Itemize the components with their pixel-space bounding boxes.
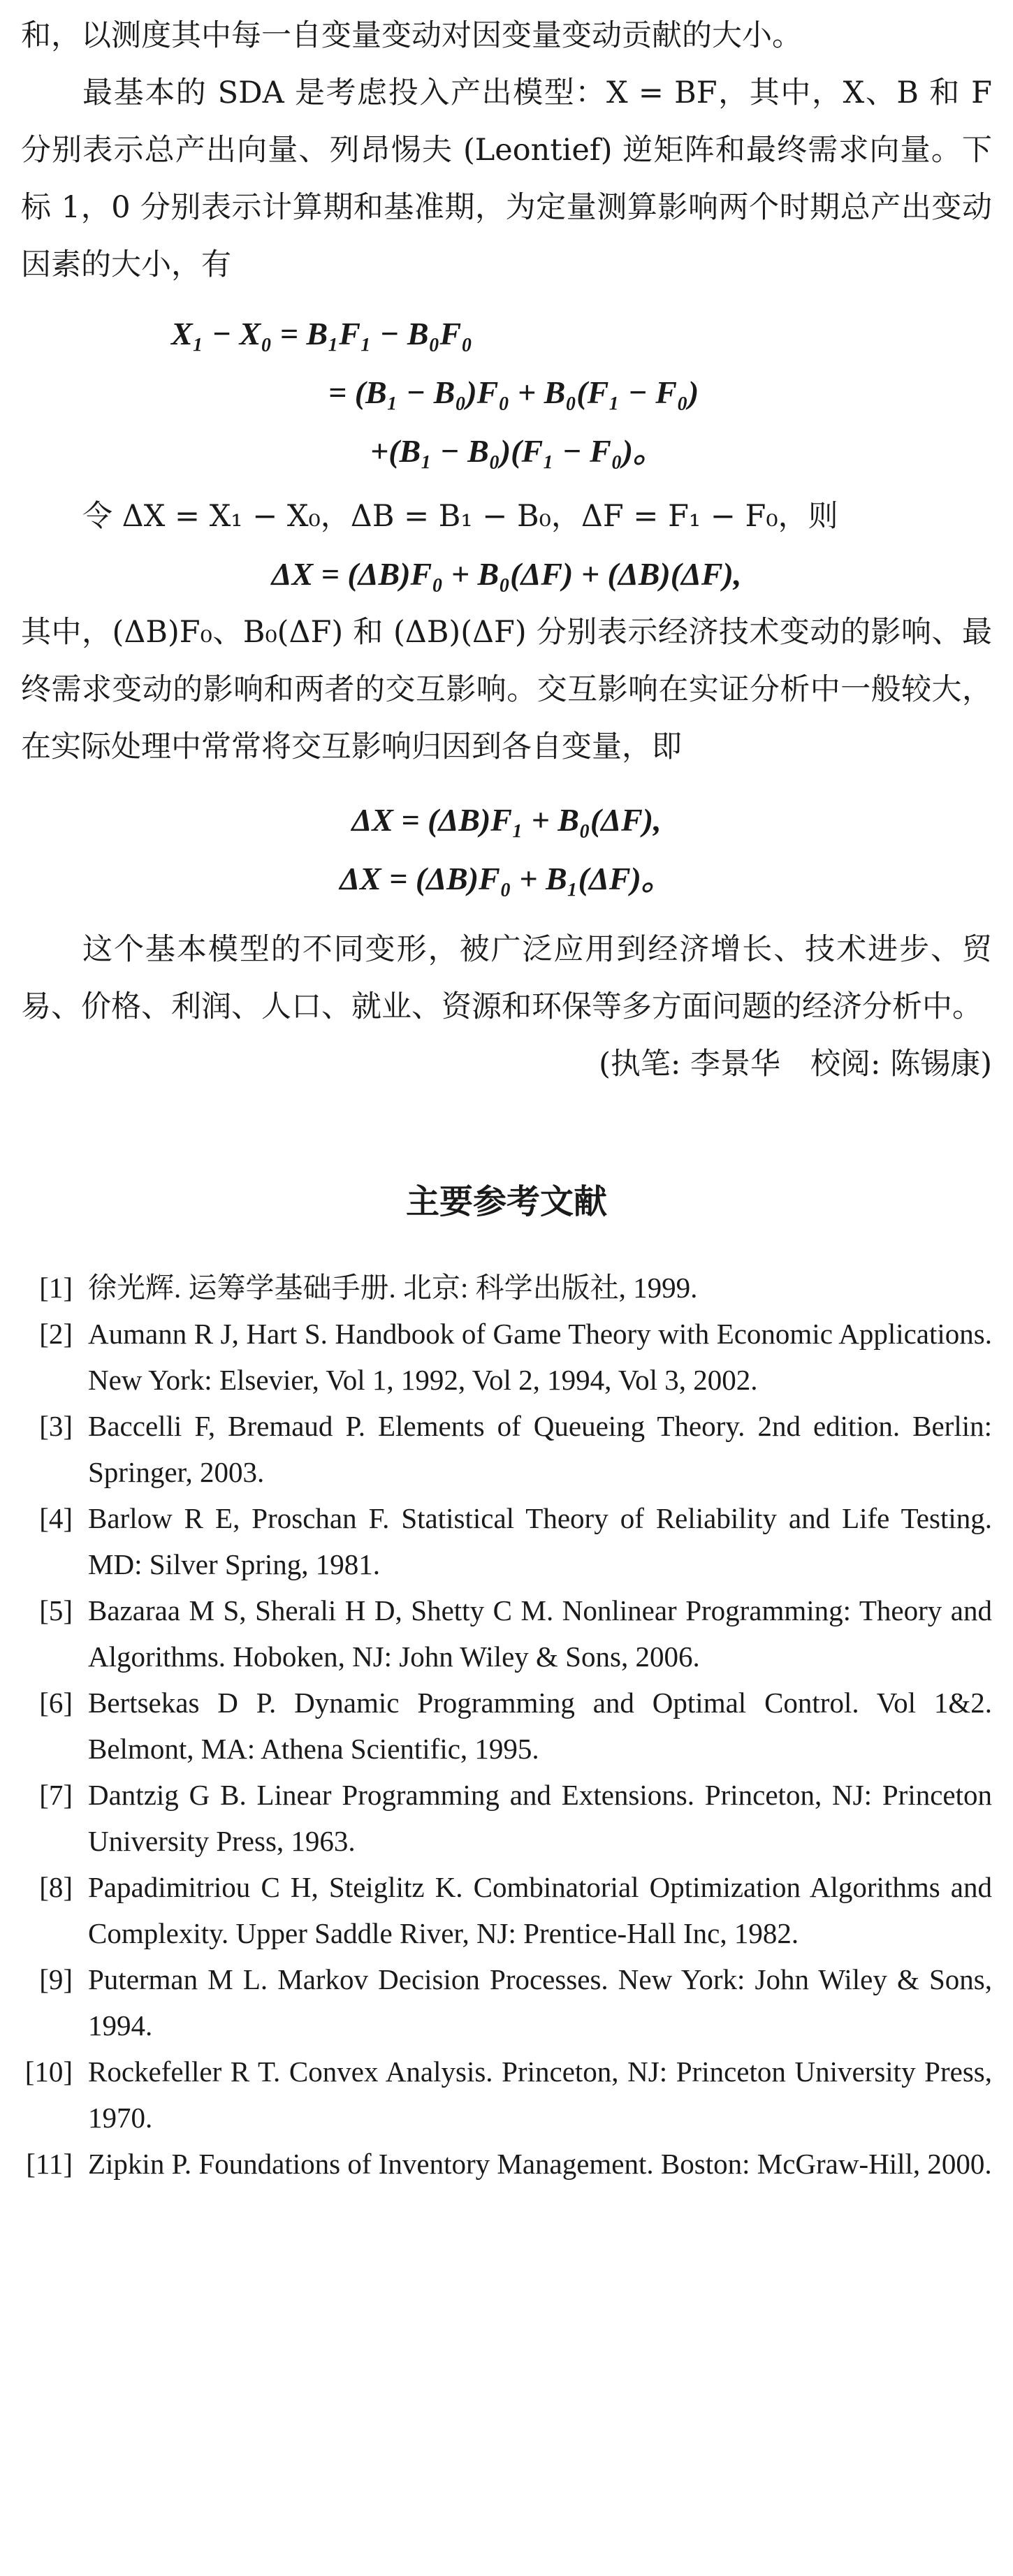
equation-line-2: = (B₁ − B₀)F₀ + B₀(F₁ − F₀) — [328, 374, 699, 410]
paragraph-interaction-effects: 其中，(ΔB)F₀、B₀(ΔF) 和 (ΔB)(ΔF) 分别表示经济技术变动的影响、最终需求变动的影响和两者的交互影响。交互影响在实证分析中一般较大，在实际处理中常常将交互影响归因到各自变量，即 — [21, 615, 992, 764]
reference-text: Bertsekas D P. Dynamic Programming and Optimal Control. Vol 1&2. Belmont, MA: Athena Scientific, 1995. — [88, 1687, 992, 1765]
reference-number: [10] — [24, 2055, 73, 2088]
reference-number: [7] — [39, 1779, 73, 1811]
reference-text: Dantzig G B. Linear Programming and Extensions. Princeton, NJ: Princeton University Press, 1963. — [88, 1779, 992, 1857]
author-credit: (执笔: 李景华 校阅: 陈锡康) — [599, 1047, 992, 1082]
equation-attribution-line-1: ΔX = (ΔB)F₁ + B₀(ΔF), — [351, 802, 662, 838]
reference-text: Aumann R J, Hart S. Handbook of Game Theory with Economic Applications. New York: Elsevier, Vol 1, 1992, Vol 2, 1994, Vol 3, 2002. — [88, 1318, 992, 1396]
reference-text: Baccelli F, Bremaud P. Elements of Queueing Theory. 2nd edition. Berlin: Springer, 2003. — [88, 1410, 992, 1488]
reference-text: Zipkin P. Foundations of Inventory Management. Boston: McGraw-Hill, 2000. — [88, 2148, 992, 2180]
reference-item — [21, 1311, 992, 1403]
reference-number: [11] — [26, 2148, 73, 2180]
references-list — [21, 1265, 992, 2187]
reference-text: Bazaraa M S, Sherali H D, Shetty C M. Nonlinear Programming: Theory and Algorithms. Hoboken, NJ: John Wiley & Sons, 2006. — [88, 1594, 992, 1673]
reference-item — [21, 1587, 992, 1680]
reference-number: [3] — [39, 1410, 73, 1442]
reference-text: Barlow R E, Proschan F. Statistical Theory of Reliability and Life Testing. MD: Silver Spring, 1981. — [88, 1502, 992, 1580]
reference-text: Puterman M L. Markov Decision Processes. New York: John Wiley & Sons, 1994. — [88, 1963, 992, 2042]
paragraph-applications: 这个基本模型的不同变形，被广泛应用到经济增长、技术进步、贸易、价格、利润、人口、就业、资源和环保等多方面问题的经济分析中。 — [21, 932, 992, 1024]
reference-item — [21, 1956, 992, 2049]
equation-attribution-line-2: ΔX = (ΔB)F₀ + B₁(ΔF)。 — [340, 861, 673, 896]
paragraph-continuation: 和，以测度其中每一自变量变动对因变量变动贡献的大小。 — [21, 18, 802, 53]
reference-item — [21, 1680, 992, 1772]
reference-item — [21, 1864, 992, 1956]
equation-attribution — [21, 791, 992, 908]
reference-item — [21, 1403, 992, 1495]
reference-number: [8] — [39, 1871, 73, 1903]
equation-delta-x: ΔX = (ΔB)F₀ + B₀(ΔF) + (ΔB)(ΔF), — [271, 556, 742, 592]
paragraph-delta-definitions: 令 ΔX = X₁ − X₀，ΔB = B₁ − B₀，ΔF = F₁ − F₀，则 — [82, 499, 838, 534]
reference-item — [21, 1772, 992, 1864]
equation-line-1: X₁ − X₀ = B₁F₁ − B₀F₀ — [171, 316, 473, 351]
reference-item — [21, 1495, 992, 1587]
reference-text: Papadimitriou C H, Steiglitz K. Combinatorial Optimization Algorithms and Complexity. Upper Saddle River, NJ: Prentice-Hall Inc, 1982. — [88, 1871, 992, 1949]
reference-number: [5] — [39, 1594, 73, 1627]
references-title: 主要参考文献 — [405, 1182, 607, 1221]
equation-decomposition — [21, 305, 992, 481]
paragraph-sda-model: 最基本的 SDA 是考虑投入产出模型：X = BF，其中，X、B 和 F 分别表示总产出向量、列昂惕夫 (Leontief) 逆矩阵和最终需求向量。下标 1，0 分别表示计算期和基准期，为定量测算影响两个时期总产出变动因素的大小，有 — [21, 75, 992, 282]
reference-item — [21, 2049, 992, 2141]
reference-number: [2] — [39, 1318, 73, 1350]
reference-text: Rockefeller R T. Convex Analysis. Princeton, NJ: Princeton University Press, 1970. — [88, 2055, 992, 2134]
reference-text: 徐光辉. 运筹学基础手册. 北京: 科学出版社, 1999. — [88, 1272, 698, 1304]
reference-number: [4] — [39, 1502, 73, 1534]
reference-item — [21, 1265, 992, 1311]
reference-number: [9] — [39, 1963, 73, 1995]
reference-item — [21, 2141, 992, 2187]
equation-line-3: +(B₁ − B₀)(F₁ − F₀)。 — [370, 433, 666, 469]
reference-number: [6] — [39, 1687, 73, 1719]
reference-number: [1] — [39, 1272, 73, 1304]
